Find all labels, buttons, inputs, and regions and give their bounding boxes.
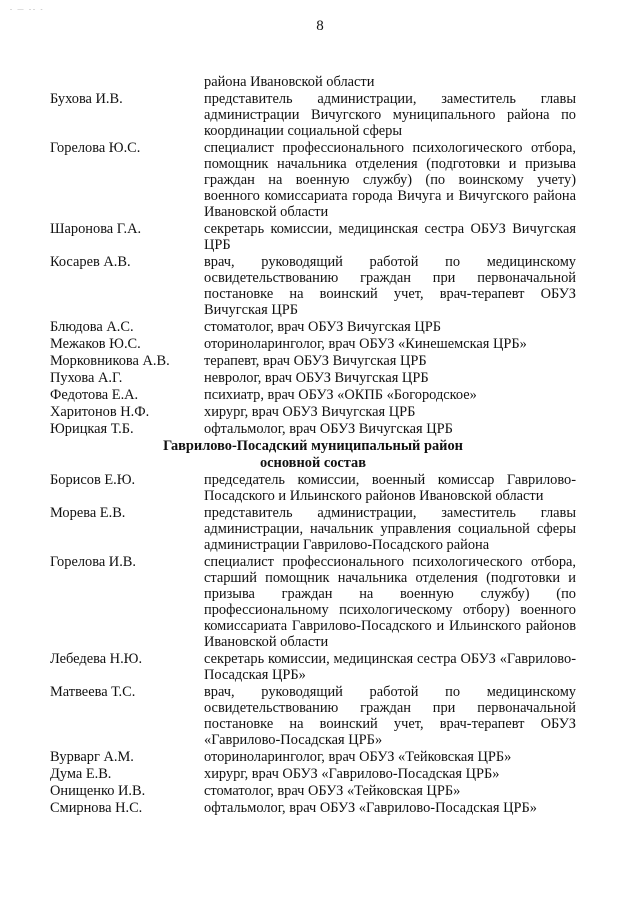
- member-role: терапевт, врач ОБУЗ Вичугская ЦРБ: [204, 353, 427, 369]
- member-name: Федотова Е.А.: [50, 387, 139, 403]
- member-name: Морковникова А.В.: [50, 353, 170, 369]
- member-role: офтальмолог, врач ОБУЗ Вичугская ЦРБ: [204, 421, 453, 437]
- member-role: психиатр, врач ОБУЗ «ОКПБ «Богородское»: [204, 387, 477, 403]
- member-role: стоматолог, врач ОБУЗ Вичугская ЦРБ: [204, 319, 442, 335]
- member-name: Горелова И.В.: [50, 554, 136, 570]
- member-name: Лебедева Н.Ю.: [50, 651, 143, 667]
- member-name: Онищенко И.В.: [50, 783, 146, 799]
- page-number: 8: [316, 18, 324, 34]
- member-name: Харитонов Н.Ф.: [50, 404, 150, 420]
- member-row: [50, 554, 576, 650]
- member-row: [50, 319, 576, 335]
- member-role: стоматолог, врач ОБУЗ «Тейковская ЦРБ»: [204, 783, 461, 799]
- scan-artifact: - — -- -: [10, 7, 45, 13]
- member-role: оториноларинголог, врач ОБУЗ «Тейковская ЦРБ»: [204, 749, 512, 765]
- member-role: врач, руководящий работой по медицинскому освидетельствованию граждан при первоначальной постановке на воинский учет, врач-терапевт ОБУЗ Вичугская ЦРБ: [204, 254, 576, 318]
- member-role: хирург, врач ОБУЗ «Гаврилово-Посадская ЦРБ»: [204, 766, 500, 782]
- member-name: Вурварг А.М.: [50, 749, 134, 765]
- member-row: [50, 800, 576, 816]
- member-name: Борисов Е.Ю.: [50, 472, 136, 488]
- gavrilov-posad-members: [50, 472, 576, 816]
- member-role: врач, руководящий работой по медицинскому освидетельствованию граждан при первоначальной постановке на воинский учет, врач-терапевт ОБУЗ «Гаврилово-Посадская ЦРБ»: [204, 684, 576, 748]
- member-role: секретарь комиссии, медицинская сестра ОБУЗ Вичугская ЦРБ: [204, 221, 576, 253]
- member-role: председатель комиссии, военный комиссар Гаврилово-Посадского и Ильинского районов Ивановской области: [204, 472, 576, 504]
- member-name: Морева Е.В.: [50, 505, 126, 521]
- member-row: [50, 387, 576, 403]
- member-row: [50, 336, 576, 352]
- member-name: Межаков Ю.С.: [50, 336, 141, 352]
- member-row: [50, 140, 576, 220]
- member-row: [50, 651, 576, 683]
- member-row: [50, 766, 576, 782]
- continuation-text: района Ивановской области: [204, 74, 375, 90]
- member-row: [50, 254, 576, 318]
- member-row: [50, 353, 576, 369]
- member-row: [50, 505, 576, 553]
- continuation-line: [50, 74, 576, 90]
- member-row: [50, 749, 576, 765]
- member-name: Шаронова Г.А.: [50, 221, 142, 237]
- member-row: [50, 472, 576, 504]
- member-name: Бухова И.В.: [50, 91, 123, 107]
- member-row: [50, 91, 576, 139]
- member-name: Косарев А.В.: [50, 254, 131, 270]
- member-role: хирург, врач ОБУЗ Вичугская ЦРБ: [204, 404, 416, 420]
- member-row: [50, 421, 576, 437]
- commission-list: [50, 74, 576, 817]
- member-role: представитель администрации, заместитель главы администрации, начальник управления социальной сферы администрации Гаврилово-Посадского района: [204, 505, 576, 553]
- vichuga-members: [50, 91, 576, 437]
- member-name: Блюдова А.С.: [50, 319, 134, 335]
- member-role: оториноларинголог, врач ОБУЗ «Кинешемская ЦРБ»: [204, 336, 527, 352]
- member-name: Горелова Ю.С.: [50, 140, 141, 156]
- section-title: Гаврилово-Посадский муниципальный район: [163, 438, 463, 454]
- member-role: специалист профессионального психологического отбора, старший помощник начальника отделения (подготовки и призыва граждан на военную службу) (по профессиональному психологическому отбору) военного комиссариата Гаврилово-Посадского и Ильинского районов Ивановской области: [204, 554, 576, 650]
- member-role: невролог, врач ОБУЗ Вичугская ЦРБ: [204, 370, 429, 386]
- member-row: [50, 783, 576, 799]
- member-role: секретарь комиссии, медицинская сестра ОБУЗ «Гаврилово-Посадская ЦРБ»: [204, 651, 576, 683]
- member-name: Смирнова Н.С.: [50, 800, 143, 816]
- section-subtitle: основной состав: [259, 455, 367, 471]
- member-name: Пухова А.Г.: [50, 370, 123, 386]
- member-row: [50, 404, 576, 420]
- member-role: специалист профессионального психологического отбора, помощник начальника отделения (подготовки и призыва граждан на военную службу) (по воинскому учету) военного комиссариата города Вичуга и Вичугского района Ивановской области: [204, 140, 576, 220]
- member-role: офтальмолог, врач ОБУЗ «Гаврилово-Посадская ЦРБ»: [204, 800, 537, 816]
- member-name: Юрицкая Т.Б.: [50, 421, 134, 437]
- member-name: Дума Е.В.: [50, 766, 112, 782]
- member-row: [50, 684, 576, 748]
- member-row: [50, 221, 576, 253]
- member-role: представитель администрации, заместитель главы администрации Вичугского муниципального района по координации социальной сферы: [204, 91, 576, 139]
- member-row: [50, 370, 576, 386]
- member-name: Матвеева Т.С.: [50, 684, 136, 700]
